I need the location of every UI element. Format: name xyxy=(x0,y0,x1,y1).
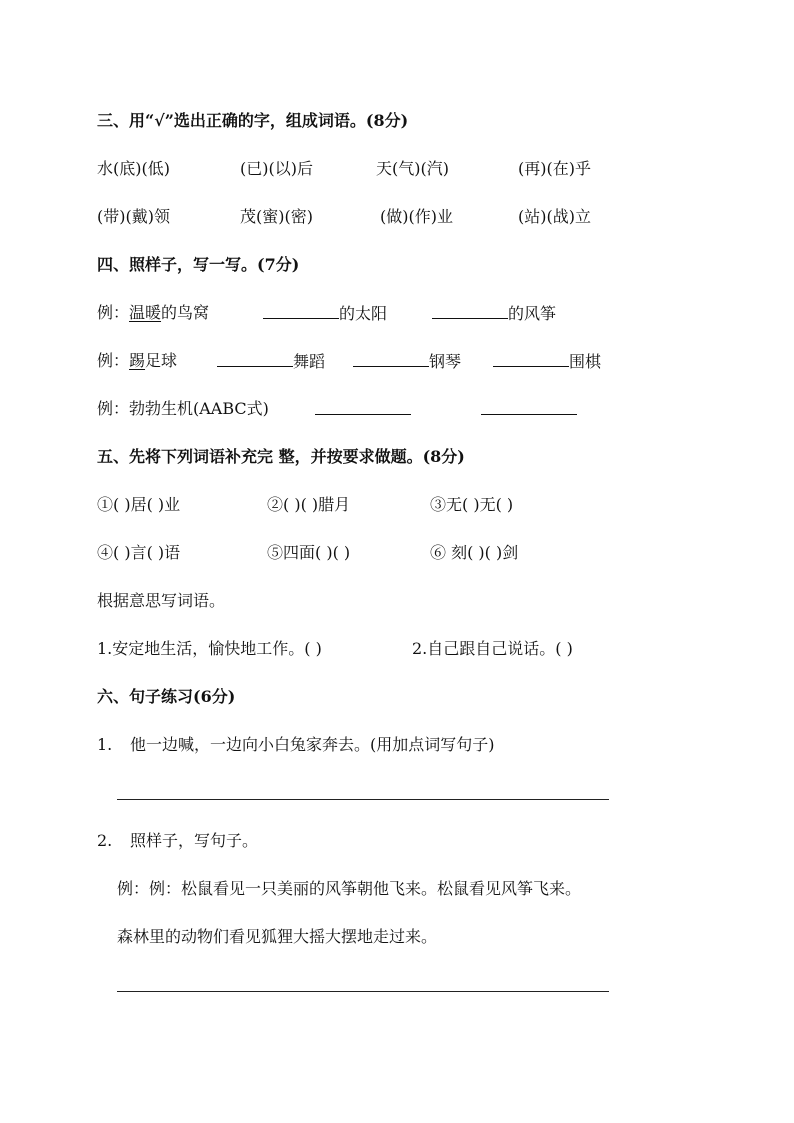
idiom-item-3: ③无( )无( ) xyxy=(430,495,514,514)
s3-item-7: (做)(作)业 xyxy=(380,207,453,226)
fill-suffix: 的风筝 xyxy=(508,304,557,323)
fill-suffix: 的太阳 xyxy=(339,304,388,323)
answer-blank[interactable] xyxy=(481,397,577,415)
example-prefix: 例： xyxy=(97,303,130,322)
meaning-question-1: 1.安定地生活，愉快地工作。( ) xyxy=(97,639,322,658)
underlined-word: 温暖 xyxy=(129,303,162,322)
answer-blank[interactable] xyxy=(263,301,339,319)
fill-suffix: 钢琴 xyxy=(429,352,462,371)
idiom-item-2: ②( )( )腊月 xyxy=(267,495,351,514)
s3-item-5: (带)(戴)领 xyxy=(97,207,170,226)
idiom-item-1: ①( )居( )业 xyxy=(97,495,181,514)
s3-row-1 xyxy=(97,157,717,181)
meaning-title: 根据意思写词语。 xyxy=(97,591,226,610)
answer-blank[interactable] xyxy=(353,349,429,367)
s3-item-4: (再)(在)乎 xyxy=(518,159,591,178)
answer-line[interactable] xyxy=(117,799,609,800)
answer-blank[interactable] xyxy=(217,349,293,367)
answer-blank[interactable] xyxy=(315,397,411,415)
question-text: 照样子，写句子。 xyxy=(130,831,259,850)
question-number: 2. xyxy=(97,831,113,850)
example-rest: 足球 xyxy=(145,351,178,370)
question-text: 他一边喊，一边向小白兔家奔去。(用加点词写句子) xyxy=(130,735,495,754)
example-text: 例：勃勃生机(AABC式) xyxy=(97,399,269,418)
section-3-title: 三、用“√”选出正确的字，组成词语。(8分) xyxy=(97,111,409,130)
s3-item-3: 天(气)(汽) xyxy=(376,159,449,178)
task-sentence: 森林里的动物们看见狐狸大摇大摆地走过来。 xyxy=(117,927,438,946)
fill-suffix: 围棋 xyxy=(569,352,602,371)
idiom-item-5: ⑤四面( )( ) xyxy=(267,543,351,562)
meaning-question-2: 2.自己跟自己说话。( ) xyxy=(412,639,573,658)
s3-item-8: (站)(战)立 xyxy=(518,207,591,226)
s4-example-3 xyxy=(97,397,717,421)
answer-blank[interactable] xyxy=(432,301,508,319)
answer-blank[interactable] xyxy=(493,349,569,367)
example-rest: 的鸟窝 xyxy=(161,303,210,322)
s6-question-1 xyxy=(97,733,717,757)
section-5-title: 五、先将下列词语补充完 整，并按要求做题。(8分) xyxy=(97,447,465,466)
idiom-item-6: ⑥ 刻( )( )剑 xyxy=(430,543,519,562)
s5-row-1 xyxy=(97,493,717,517)
meaning-questions xyxy=(97,637,717,661)
s5-row-2 xyxy=(97,541,717,565)
s3-row-2 xyxy=(97,205,717,229)
section-6-title: 六、句子练习(6分) xyxy=(97,687,236,706)
underlined-word: 踢 xyxy=(129,351,146,370)
section-4-title: 四、照样子，写一写。(7分) xyxy=(97,255,300,274)
s4-example-1 xyxy=(97,301,717,325)
s6-question-2 xyxy=(97,829,717,853)
s3-item-1: 水(底)(低) xyxy=(97,159,170,178)
idiom-item-4: ④( )言( )语 xyxy=(97,543,181,562)
answer-line[interactable] xyxy=(117,991,609,992)
question-number: 1. xyxy=(97,735,113,754)
s4-example-2 xyxy=(97,349,717,373)
fill-suffix: 舞蹈 xyxy=(293,352,326,371)
example-prefix: 例： xyxy=(97,351,130,370)
s3-item-2: (已)(以)后 xyxy=(240,159,313,178)
s3-item-6: 茂(蜜)(密) xyxy=(240,207,313,226)
example-sentence: 例：例：松鼠看见一只美丽的风筝朝他飞来。松鼠看见风筝飞来。 xyxy=(117,879,582,898)
